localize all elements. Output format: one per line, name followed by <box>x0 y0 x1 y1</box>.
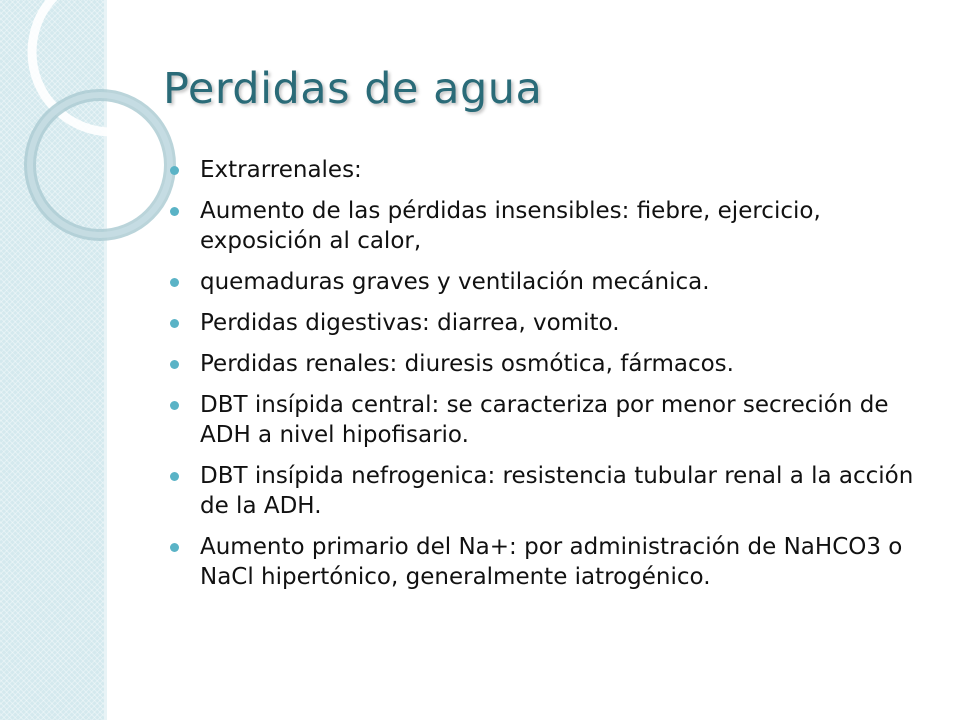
bullet-item <box>166 267 926 297</box>
bullet-dot-icon <box>170 166 179 175</box>
bullet-dot-icon <box>170 543 179 552</box>
bullet-dot-icon <box>170 360 179 369</box>
bullet-item <box>166 532 926 592</box>
bullet-text: quemaduras graves y ventilación mecánica. <box>200 269 710 295</box>
bullet-text: Perdidas digestivas: diarrea, vomito. <box>200 310 620 336</box>
bullet-dot-icon <box>170 401 179 410</box>
bullet-dot-icon <box>170 319 179 328</box>
bullet-text: Aumento de las pérdidas insensibles: fiebre, ejercicio, exposición al calor, <box>200 198 821 254</box>
bullet-dot-icon <box>170 278 179 287</box>
bullet-dot-icon <box>170 472 179 481</box>
bullet-text: DBT insípida central: se caracteriza por menor secreción de ADH a nivel hipofisario. <box>200 392 889 448</box>
slide-title: Perdidas de agua <box>163 64 543 114</box>
bullet-item <box>166 308 926 338</box>
bullet-item <box>166 461 926 521</box>
bullet-item <box>166 196 926 256</box>
bullet-dot-icon <box>170 207 179 216</box>
bullet-text: Aumento primario del Na+: por administración de NaHCO3 o NaCl hipertónico, generalmente iatrogénico. <box>200 534 903 590</box>
bullet-list <box>166 155 926 603</box>
bullet-item <box>166 390 926 450</box>
bullet-item <box>166 349 926 379</box>
bullet-text: Perdidas renales: diuresis osmótica, fármacos. <box>200 351 734 377</box>
deco-circle-small-inner <box>30 95 170 235</box>
bullet-item <box>166 155 926 185</box>
bullet-text: Extrarrenales: <box>200 157 362 183</box>
bullet-text: DBT insípida nefrogenica: resistencia tubular renal a la acción de la ADH. <box>200 463 914 519</box>
